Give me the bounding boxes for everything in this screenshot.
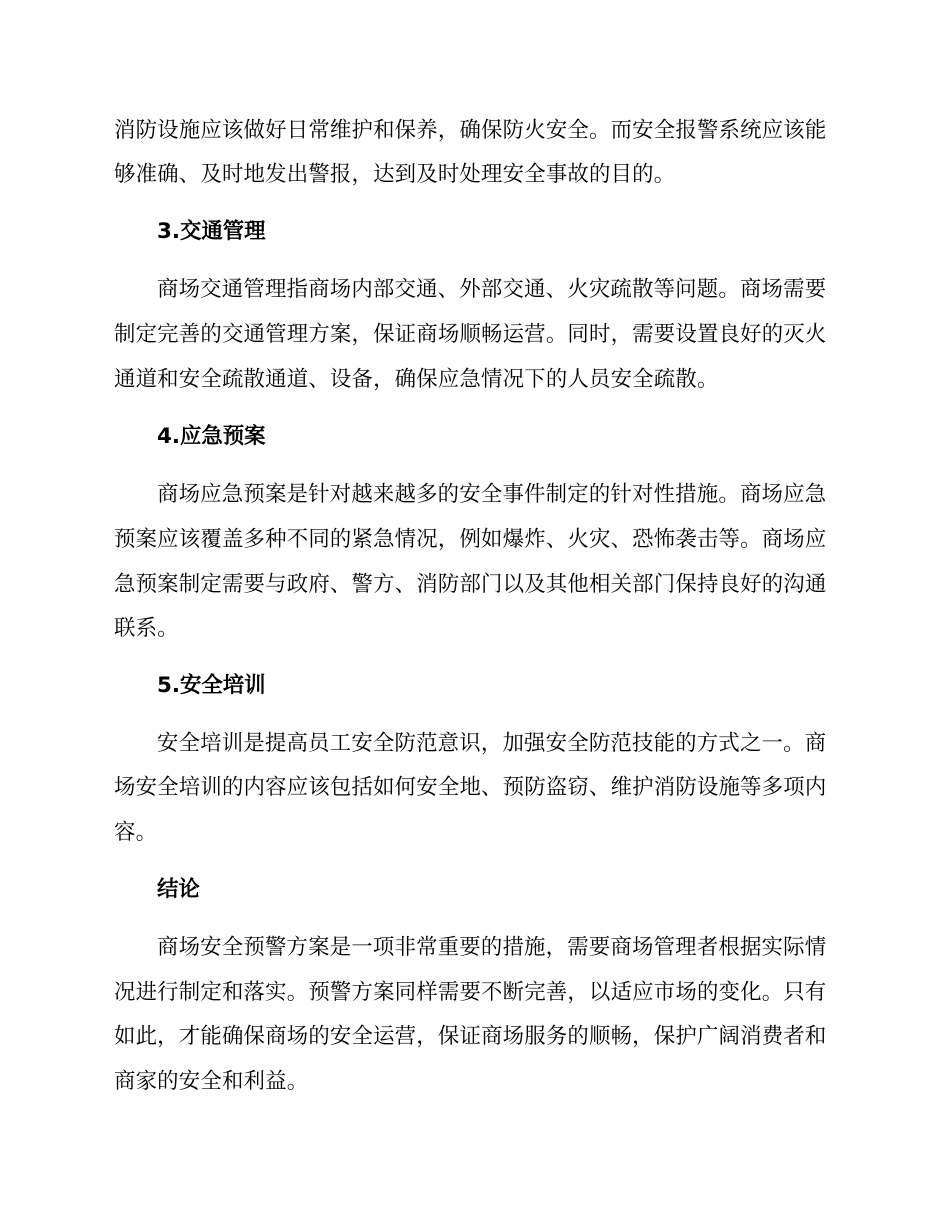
section-heading-emergency: 4.应急预案 (157, 424, 266, 449)
traffic-paragraph-line: 通道和安全疏散通道、设备，确保应急情况下的人员安全疏散。 (114, 367, 719, 392)
conclusion-paragraph-line: 况进行制定和落实。预警方案同样需要不断完善，以适应市场的变化。只有 (114, 980, 827, 1005)
training-paragraph-line: 容。 (114, 820, 158, 845)
section-heading-training: 5.安全培训 (157, 673, 266, 698)
intro-paragraph-line: 消防设施应该做好日常维护和保养，确保防火安全。而安全报警系统应该能 (114, 118, 827, 143)
section-heading-conclusion: 结论 (157, 877, 200, 902)
training-paragraph-line: 安全培训是提高员工安全防范意识，加强安全防范技能的方式之一。商 (157, 731, 827, 756)
emergency-paragraph-line: 急预案制定需要与政府、警方、消防部门以及其他相关部门保持良好的沟通 (114, 572, 827, 597)
intro-paragraph-line: 够准确、及时地发出警报，达到及时处理安全事故的目的。 (114, 162, 676, 187)
emergency-paragraph-line: 商场应急预案是针对越来越多的安全事件制定的针对性措施。商场应急 (157, 482, 827, 507)
section-heading-traffic: 3.交通管理 (157, 219, 266, 244)
training-paragraph-line: 场安全培训的内容应该包括如何安全地、预防盗窃、维护消防设施等多项内 (114, 775, 827, 800)
traffic-paragraph-line: 商场交通管理指商场内部交通、外部交通、火灾疏散等问题。商场需要 (157, 277, 827, 302)
conclusion-paragraph-line: 商家的安全和利益。 (114, 1069, 309, 1094)
traffic-paragraph-line: 制定完善的交通管理方案，保证商场顺畅运营。同时，需要设置良好的灭火 (114, 322, 827, 347)
conclusion-paragraph-line: 如此，才能确保商场的安全运营，保证商场服务的顺畅，保护广阔消费者和 (114, 1024, 827, 1049)
emergency-paragraph-line: 联系。 (114, 616, 179, 641)
conclusion-paragraph-line: 商场安全预警方案是一项非常重要的措施，需要商场管理者根据实际情 (157, 935, 827, 960)
emergency-paragraph-line: 预案应该覆盖多种不同的紧急情况，例如爆炸、火灾、恐怖袭击等。商场应 (114, 527, 827, 552)
